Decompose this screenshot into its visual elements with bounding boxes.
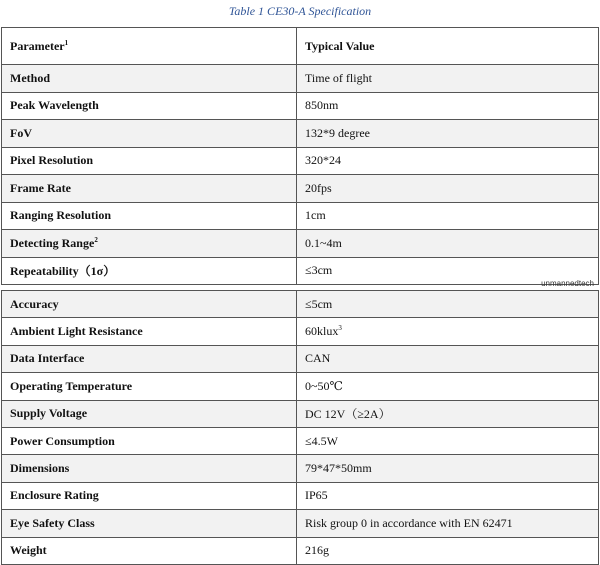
value-cell	[297, 455, 599, 482]
parameter-name: Pixel Resolution	[10, 153, 93, 168]
value-cell	[297, 400, 599, 427]
parameter-cell	[2, 202, 297, 230]
value-text: 1cm	[305, 208, 326, 223]
parameter-name: Weight	[10, 543, 47, 558]
value-cell	[297, 147, 599, 175]
table-row	[2, 230, 599, 258]
parameter-cell	[2, 175, 297, 203]
value-cell	[297, 120, 599, 148]
table-row	[2, 147, 599, 175]
spec-table-bottom	[1, 290, 599, 565]
value-cell	[297, 230, 599, 258]
parameter-name: Eye Safety Class	[10, 515, 95, 530]
parameter-name: Ambient Light Resistance	[10, 324, 143, 339]
value-text: 0~50℃	[305, 378, 343, 393]
parameter-name: Power Consumption	[10, 433, 115, 448]
value-cell	[297, 318, 599, 345]
table-row	[2, 510, 599, 537]
parameter-cell	[2, 147, 297, 175]
parameter-name: Supply Voltage	[10, 406, 88, 421]
watermark-text: unmannedtech	[541, 279, 594, 288]
parameter-name: FoV	[10, 125, 32, 140]
table-row	[2, 257, 599, 285]
value-text: 20fps	[305, 180, 332, 195]
value-cell	[297, 482, 599, 509]
parameter-cell	[2, 291, 297, 318]
parameter-cell	[2, 400, 297, 427]
value-cell	[297, 291, 599, 318]
value-text: 320*24	[305, 153, 341, 168]
value-text: 0.1~4m	[305, 235, 342, 250]
footnote-marker: 1	[64, 38, 69, 47]
value-text: 79*47*50mm	[305, 461, 372, 476]
header-parameter	[2, 28, 297, 65]
value-text: ≤3cm	[305, 263, 333, 278]
footnote-marker: 2	[94, 235, 98, 244]
value-text: Time of flight	[305, 70, 372, 85]
spec-table-top	[1, 27, 599, 285]
parameter-name: Repeatability（1σ）	[10, 264, 116, 279]
value-cell	[297, 202, 599, 230]
parameter-name: Accuracy	[10, 296, 59, 311]
value-cell	[297, 175, 599, 203]
table-caption: Table 1 CE30-A Specification	[228, 4, 372, 18]
parameter-cell	[2, 510, 297, 537]
parameter-cell	[2, 455, 297, 482]
value-text: Risk group 0 in accordance with EN 62471	[305, 515, 513, 530]
parameter-name: Detecting Range	[10, 235, 95, 250]
table-row	[2, 202, 599, 230]
table-row	[2, 92, 599, 120]
parameter-cell	[2, 345, 297, 372]
parameter-cell	[2, 257, 297, 285]
header-typical-value: Typical Value	[297, 28, 599, 65]
parameter-name: Dimensions	[10, 461, 70, 476]
value-cell	[297, 427, 599, 454]
value-cell	[297, 373, 599, 400]
value-text: ≤5cm	[305, 296, 333, 311]
parameter-cell	[2, 427, 297, 454]
parameter-name: Ranging Resolution	[10, 208, 112, 223]
table-row	[2, 427, 599, 454]
value-text: 132*9 degree	[305, 125, 370, 140]
parameter-name: Data Interface	[10, 351, 85, 366]
value-text: IP65	[305, 488, 328, 503]
value-text: 850nm	[305, 98, 339, 113]
footnote-marker: 3	[338, 324, 342, 333]
parameter-name: Frame Rate	[10, 180, 71, 195]
value-text: ≤4.5W	[305, 433, 338, 448]
table-row	[2, 373, 599, 400]
value-cell	[297, 65, 599, 93]
table-row	[2, 400, 599, 427]
parameter-cell	[2, 537, 297, 564]
table-row	[2, 175, 599, 203]
parameter-cell	[2, 92, 297, 120]
value-cell	[297, 537, 599, 564]
table-row	[2, 65, 599, 93]
value-text: 60klux	[305, 324, 339, 339]
parameter-name: Method	[10, 70, 50, 85]
parameter-cell	[2, 373, 297, 400]
value-cell	[297, 92, 599, 120]
parameter-name: Operating Temperature	[10, 378, 133, 393]
parameter-cell	[2, 65, 297, 93]
table-row	[2, 291, 599, 318]
table-row	[2, 120, 599, 148]
value-cell	[297, 510, 599, 537]
table-row	[2, 455, 599, 482]
parameter-cell	[2, 318, 297, 345]
table-row	[2, 537, 599, 564]
parameter-name: Enclosure Rating	[10, 488, 99, 503]
table-row	[2, 482, 599, 509]
value-text: DC 12V（≥2A）	[305, 407, 391, 422]
value-text: CAN	[305, 351, 331, 366]
parameter-cell	[2, 230, 297, 258]
value-cell	[297, 345, 599, 372]
parameter-cell	[2, 120, 297, 148]
table-row	[2, 345, 599, 372]
table-row	[2, 318, 599, 345]
table-header-row	[2, 28, 599, 65]
parameter-cell	[2, 482, 297, 509]
value-text: 216g	[305, 543, 329, 558]
parameter-name: Peak Wavelength	[10, 98, 99, 113]
header-parameter-text: Parameter	[10, 38, 65, 53]
